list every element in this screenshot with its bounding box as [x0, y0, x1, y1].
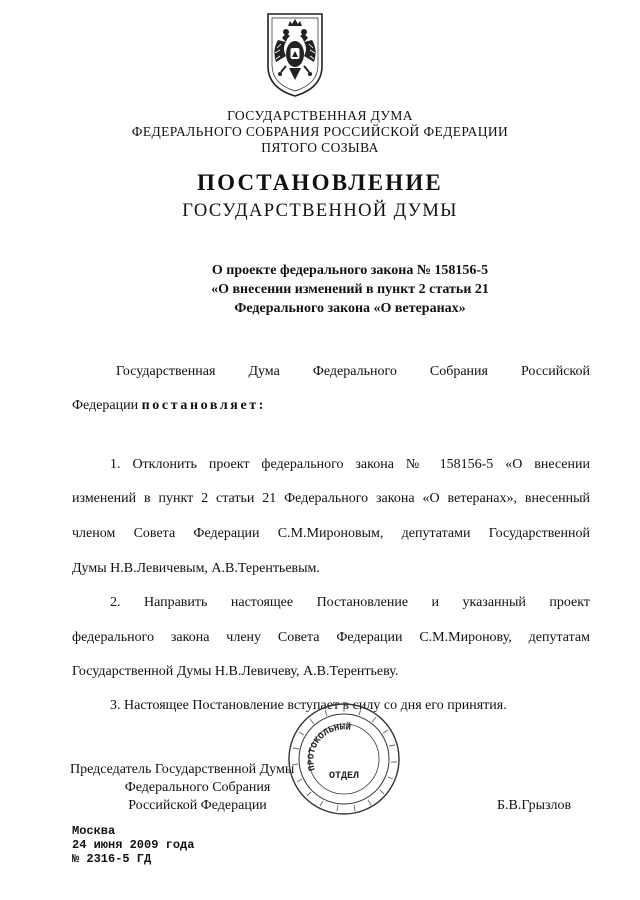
item1-line-4: Думы Н.В.Левичевым, А.В.Терентьевым.	[72, 561, 320, 576]
stamp-arc-text: ПРОТОКОЛЬНЫЙ	[306, 722, 352, 772]
signatory-name: Б.В.Грызлов	[497, 798, 572, 813]
subject-line-3: Федерального закона «О ветеранах»	[234, 301, 466, 316]
preamble-line-2	[72, 398, 590, 414]
document-subtitle: ГОСУДАРСТВЕННОЙ ДУМЫ	[182, 201, 458, 221]
item1-line-2: изменений в пункт 2 статьи 21 Федерального закона «О ветеранах», внесенный	[72, 491, 590, 506]
institution-convocation: ПЯТОГО СОЗЫВА	[261, 140, 379, 155]
svg-text:ПРОТОКОЛЬНЫЙ	[306, 721, 351, 771]
item3-line-1: 3. Настоящее Постановление вступает в силу со дня его принятия.	[110, 698, 507, 713]
preamble-country: Федерации	[72, 398, 139, 413]
institution-parliament: ФЕДЕРАЛЬНОГО СОБРАНИЯ РОССИЙСКОЙ ФЕДЕРАЦИИ	[131, 124, 509, 139]
resolution-number: № 2316-5 ГД	[72, 852, 152, 866]
signatory-role-line-1: Председатель Государственной Думы	[70, 762, 295, 777]
signatory-role-line-2: Федерального Собрания	[124, 780, 271, 795]
place-of-issue: Москва	[72, 824, 116, 838]
preamble-line-1: Государственная Дума Федерального Собрания Российской	[116, 364, 590, 379]
subject-line-2: «О внесении изменений в пункт 2 статьи 21	[211, 282, 489, 297]
institution-name: ГОСУДАРСТВЕННАЯ ДУМА	[227, 108, 413, 123]
subject-line-1: О проекте федерального закона № 158156-5	[211, 263, 489, 278]
item1-line-1: 1. Отклонить проект федерального закона № 158156-5 «О внесении	[110, 457, 590, 472]
preamble-verb: постановляет:	[141, 398, 267, 413]
item2-line-3: Государственной Думы Н.В.Левичеву, А.В.Терентьеву.	[72, 664, 399, 679]
signatory-role-line-3: Российской Федерации	[128, 798, 267, 813]
item2-line-1: 2. Направить настоящее Постановление и указанный проект	[110, 595, 590, 610]
issue-date: 24 июня 2009 года	[72, 838, 195, 852]
item2-line-2: федерального закона члену Совета Федерации С.М.Миронову, депутатам	[72, 630, 590, 645]
coat-of-arms-emblem	[264, 10, 326, 98]
document-title: ПОСТАНОВЛЕНИЕ	[197, 170, 443, 195]
stamp-center-text: ОТДЕЛ	[328, 771, 360, 782]
subject-block	[160, 261, 540, 318]
item1-line-3: членом Совета Федерации С.М.Мироновым, депутатами Государственной	[72, 526, 590, 541]
